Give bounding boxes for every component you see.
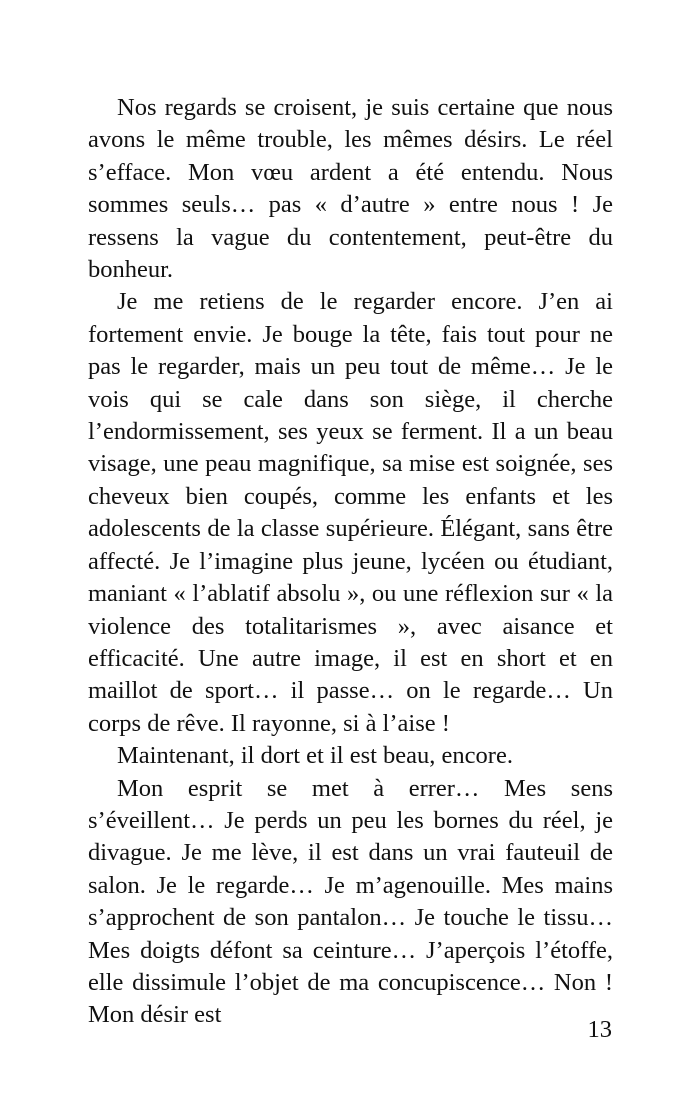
paragraph-1: Nos regards se croisent, je suis certaine que nous avons le même trouble, les mêmes désirs. Le réel s’efface. Mon vœu ardent a été entendu. Nous sommes seuls… pas « d’autre » entre nous ! Je ressens la vague du contentement, peut-être du bonheur. <box>88 94 613 284</box>
paragraph-2: Je me retiens de le regarder encore. J’en ai fortement envie. Je bouge la tête, fais tout pour ne pas le regarder, mais un peu tout de même… Je le vois qui se cale dans son siège, il cherche l’endormissement, ses yeux se ferment. Il a un beau visage, une peau magnifique, sa mise est soignée, ses cheveux bien coupés, comme les enfants et les adolescents de la classe supérieure. Élégant, sans être affecté. Je l’imagine plus jeune, lycéen ou étudiant, maniant « l’ablatif absolu », ou une réflexion sur « la violence des totalitarismes », avec aisance et efficacité. Une autre image, il est en short et en maillot de sport… il passe… on le regarde… Un corps de rêve. Il rayonne, si à l’aise ! <box>88 288 613 737</box>
paragraph-3: Maintenant, il dort et il est beau, encore. <box>117 742 513 770</box>
paragraph-4: Mon esprit se met à errer… Mes sens s’éveillent… Je perds un peu les bornes du réel, je divague. Je me lève, il est dans un vrai fauteuil de salon. Je le regarde… Je m’agenouille. Mes mains s’approchent de son pantalon… Je touche le tissu… Mes doigts défont sa ceinture… J’aperçois l’étoffe, elle dissimule l’objet de ma concupiscence… Non ! Mon désir est <box>88 774 613 1029</box>
page-number: 13 <box>587 1016 612 1043</box>
body-text <box>88 92 613 1032</box>
